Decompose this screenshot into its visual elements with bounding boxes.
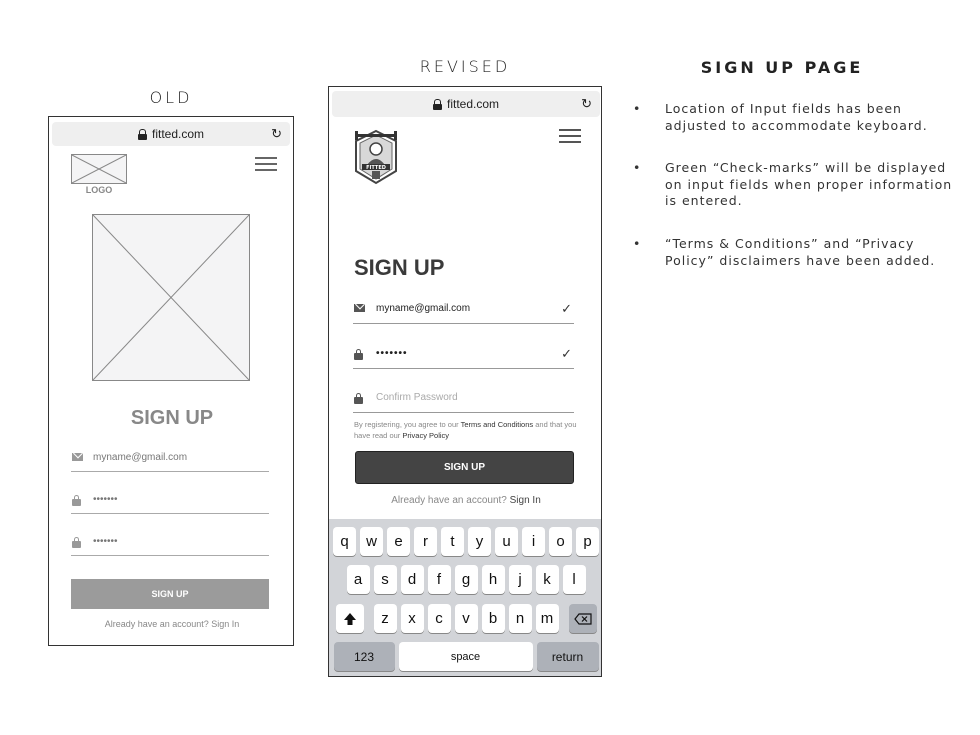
key-w[interactable]: w bbox=[360, 527, 383, 556]
mail-icon bbox=[72, 453, 83, 461]
key-p[interactable]: p bbox=[576, 527, 599, 556]
note-item bbox=[633, 160, 953, 210]
key-i[interactable]: i bbox=[522, 527, 545, 556]
lock-icon bbox=[354, 393, 363, 404]
confirm-password-field[interactable] bbox=[71, 528, 269, 556]
old-phone-mockup bbox=[48, 116, 294, 646]
lock-icon bbox=[354, 349, 363, 360]
old-label: OLD bbox=[149, 88, 193, 107]
revised-label: REVISED bbox=[419, 57, 511, 76]
url-text: fitted.com bbox=[446, 97, 500, 111]
confirm-password-value: ••••••• bbox=[93, 536, 118, 547]
key-x[interactable]: x bbox=[401, 604, 424, 633]
keyboard-row-2 bbox=[329, 565, 602, 594]
note-item bbox=[633, 236, 953, 269]
key-c[interactable]: c bbox=[428, 604, 451, 633]
key-u[interactable]: u bbox=[495, 527, 518, 556]
keyboard-row-1 bbox=[329, 527, 602, 556]
key-k[interactable]: k bbox=[536, 565, 559, 594]
note-text: Location of Input fields has been adjusted to accommodate keyboard. bbox=[665, 101, 928, 133]
bullet-icon: • bbox=[633, 236, 642, 251]
lock-icon bbox=[72, 537, 81, 548]
reload-icon[interactable]: ↻ bbox=[271, 126, 282, 141]
hero-placeholder-image bbox=[92, 214, 250, 381]
sign-in-link[interactable]: Already have an account? Sign In bbox=[104, 619, 240, 629]
sign-up-button[interactable]: SIGN UP bbox=[71, 579, 269, 609]
key-d[interactable]: d bbox=[401, 565, 424, 594]
disclaimer-prefix: By registering, you agree to our bbox=[354, 420, 461, 429]
key-r[interactable]: r bbox=[414, 527, 437, 556]
bullet-icon: • bbox=[633, 101, 642, 116]
key-e[interactable]: e bbox=[387, 527, 410, 556]
page-title: SIGN UP bbox=[354, 255, 445, 280]
confirm-password-field[interactable] bbox=[353, 383, 574, 413]
hamburger-menu-icon[interactable] bbox=[559, 129, 581, 143]
note-text: “Terms & Conditions” and “Privacy Policy” disclaimers have been added. bbox=[665, 236, 936, 268]
page-title: SIGN UP bbox=[130, 407, 214, 429]
sign-in-prompt bbox=[329, 495, 602, 506]
space-key[interactable]: space bbox=[399, 642, 533, 671]
sign-in-link[interactable]: Sign In bbox=[509, 495, 541, 506]
checkmark-icon: ✓ bbox=[561, 301, 572, 316]
key-m[interactable]: m bbox=[536, 604, 559, 633]
key-o[interactable]: o bbox=[549, 527, 572, 556]
confirm-password-placeholder: Confirm Password bbox=[376, 392, 458, 403]
backspace-key-icon[interactable] bbox=[569, 604, 597, 633]
password-value: ••••••• bbox=[376, 348, 408, 359]
sign-in-prefix: Already have an account? bbox=[391, 495, 510, 506]
key-n[interactable]: n bbox=[509, 604, 532, 633]
disclaimer-middle: and that you have read our bbox=[354, 420, 577, 440]
browser-address-bar[interactable] bbox=[52, 122, 290, 146]
key-y[interactable]: y bbox=[468, 527, 491, 556]
shift-key-icon[interactable] bbox=[336, 604, 364, 633]
bullet-icon: • bbox=[633, 160, 642, 175]
key-g[interactable]: g bbox=[455, 565, 478, 594]
lock-icon bbox=[72, 495, 81, 506]
url-text: fitted.com bbox=[151, 127, 205, 141]
checkmark-icon: ✓ bbox=[561, 346, 572, 361]
fitted-logo bbox=[353, 127, 399, 187]
keyboard-row-3 bbox=[329, 604, 602, 633]
note-text: Green “Check-marks” will be displayed on input fields when proper information is entered. bbox=[665, 160, 953, 208]
return-key[interactable]: return bbox=[537, 642, 599, 671]
privacy-link[interactable]: Privacy Policy bbox=[402, 431, 450, 440]
hamburger-menu-icon[interactable] bbox=[255, 157, 277, 171]
password-field[interactable] bbox=[353, 339, 574, 369]
email-value: myname@gmail.com bbox=[376, 303, 471, 314]
logo-text: FITTED bbox=[366, 165, 386, 171]
password-field[interactable] bbox=[71, 486, 269, 514]
email-value: myname@gmail.com bbox=[93, 452, 188, 463]
keyboard-row-4 bbox=[329, 642, 602, 671]
key-s[interactable]: s bbox=[374, 565, 397, 594]
sign-up-button[interactable]: SIGN UP bbox=[355, 451, 574, 484]
key-z[interactable]: z bbox=[374, 604, 397, 633]
revised-phone-mockup bbox=[328, 86, 602, 677]
terms-link[interactable]: Terms and Conditions bbox=[460, 420, 534, 429]
logo-label: LOGO bbox=[85, 185, 113, 195]
password-value: ••••••• bbox=[93, 494, 118, 505]
key-j[interactable]: j bbox=[509, 565, 532, 594]
key-b[interactable]: b bbox=[482, 604, 505, 633]
key-a[interactable]: a bbox=[347, 565, 370, 594]
key-l[interactable]: l bbox=[563, 565, 586, 594]
lock-icon bbox=[433, 99, 442, 110]
terms-disclaimer bbox=[354, 419, 579, 441]
mail-icon bbox=[354, 304, 365, 312]
key-v[interactable]: v bbox=[455, 604, 478, 633]
note-item bbox=[633, 101, 953, 134]
lock-icon bbox=[138, 129, 147, 140]
key-t[interactable]: t bbox=[441, 527, 464, 556]
browser-address-bar[interactable] bbox=[332, 91, 600, 117]
numbers-key[interactable]: 123 bbox=[334, 642, 395, 671]
on-screen-keyboard bbox=[329, 519, 602, 677]
logo-placeholder-image bbox=[71, 154, 127, 184]
key-q[interactable]: q bbox=[333, 527, 356, 556]
key-h[interactable]: h bbox=[482, 565, 505, 594]
notes-title: SIGN UP PAGE bbox=[700, 58, 864, 77]
key-f[interactable]: f bbox=[428, 565, 451, 594]
email-field[interactable] bbox=[71, 444, 269, 472]
reload-icon[interactable]: ↻ bbox=[581, 96, 592, 111]
email-field[interactable] bbox=[353, 294, 574, 324]
